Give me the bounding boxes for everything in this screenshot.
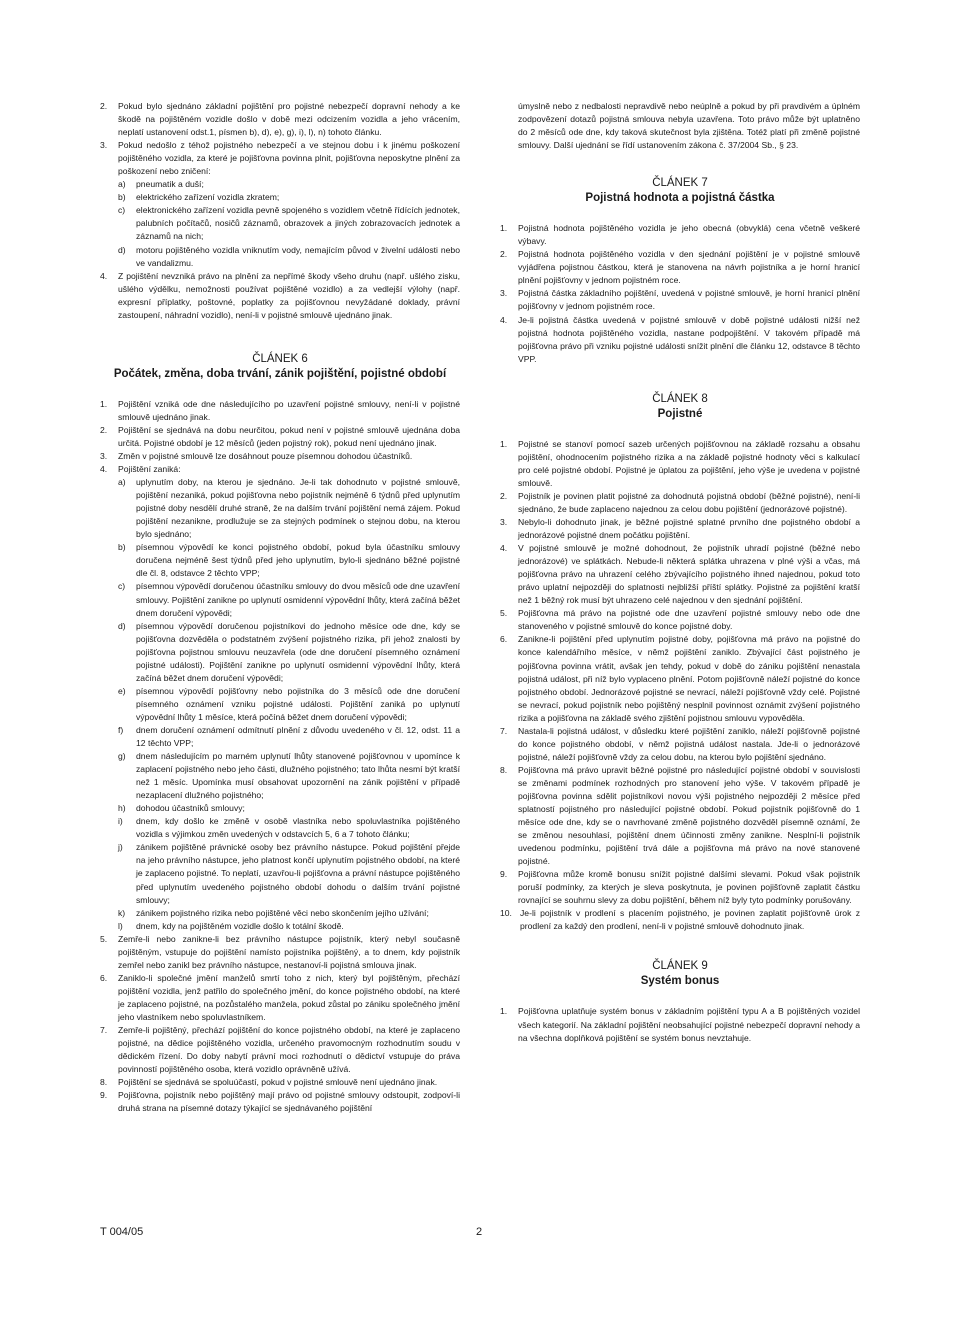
- clause-text: zánikem pojistného rizika nebo pojištěné věci nebo skončením jejího užívání;: [136, 907, 429, 918]
- clause-text: Nebylo-li dohodnuto jinak, je běžné pojistné splatné prvního dne pojistného období a jednorázové pojistné dnem počátku pojištění.: [518, 516, 860, 541]
- clause-number: 3.: [100, 140, 108, 151]
- numbered-clause: [100, 139, 460, 178]
- article6-continuation: úmyslně nebo z nedbalosti nepravdivě nebo neúplně a pokud by při pravdivém a úplném zodpovězení dotazů pojistná smlouva nebyla uzavřena. Toto právo může být uplatněno do 2 měsíců ode dne, kdy taková skutečnost byla zjištěna. Totéž platí při změně pojistné smlouvy. Další ujednání se řídí ustanovením zákona č. 37/2004 Sb., § 23.: [518, 101, 860, 151]
- clause-number: k): [118, 907, 126, 918]
- clause-text: elektronického zařízení vozidla pevně spojeného s vozidlem včetně řídících jednotek, palubních počítačů, nosičů záznamů, obrazovek a jiných zobrazovacích jednotek a záznamů na nich;: [136, 205, 460, 242]
- clause-text: Pokud bylo sjednáno základní pojištění pro pojistné nebezpečí dopravní nehody a ke škodě na pojištěném vozidle došlo v době mezi odcizením vozidla a jeho vrácením, neplatí ustanovení odst.1, písmen b), d), e), g), i), l), n) tohoto článku.: [118, 101, 460, 138]
- sub-clause: [100, 802, 460, 815]
- clause-text: Pojišťovna má právo na pojistné ode dne uzavření pojistné smlouvy nebo ode dne stanoveného v pojistné smlouvě do konce pojistné doby.: [518, 608, 860, 632]
- clause-text: pneumatik a duší;: [136, 179, 204, 190]
- sub-clause: [100, 541, 460, 580]
- clanek8-heading: [500, 392, 860, 422]
- numbered-clause: [500, 222, 860, 248]
- clause-text: Zemře-li nebo zanikne-li bez právního nástupce pojistník, který nebyl současně pojištěným, vstupuje do pojištění namísto pojistníka pojištěný, a to dnem, kdy pojistník zemřel nebo zanikl bez právního nástupce, nestanoví-li pojistná smlouva jinak.: [118, 933, 460, 970]
- numbered-clause: [100, 972, 460, 1024]
- clanek6-label: ČLÁNEK 6: [252, 352, 308, 365]
- clause-text: V pojistné smlouvě je možné dohodnout, že pojistník uhradí pojistné (běžné nebo jednorázové) ve splátkách. Nebude-li některá splátka uhrazena v plné výši a včas, má pojišťovna právo na uhrazení celého zbývajícího pojistného ihned najednou, pokud toto právo uplatní nejpozději do splatnosti nejbližší příští splátky. Pojistné za pojištění kratší než 1 běžný rok musí být uhrazeno celé najednou v den sjednání pojištění.: [518, 543, 860, 606]
- numbered-clause: [100, 100, 460, 139]
- clause-text: Je-li pojistník v prodlení s placením pojistného, je povinen zaplatit pojišťovně úrok z prodlení za každý den prodlení, není-li v pojistné smlouvě dohodnuto jinak.: [520, 908, 860, 932]
- numbered-clause: [500, 907, 860, 933]
- sub-clause: [100, 178, 460, 191]
- clause-number: g): [118, 751, 126, 762]
- sub-clause: [100, 191, 460, 204]
- clause-number: 1.: [500, 223, 508, 234]
- numbered-clause: [500, 490, 860, 516]
- clause-number: 2.: [100, 424, 108, 435]
- clanek7-title: Pojistná hodnota a pojistná částka: [585, 192, 775, 205]
- clause-number: 7.: [500, 725, 508, 736]
- numbered-clause: [500, 764, 860, 868]
- numbered-clause: [500, 542, 860, 607]
- sub-clause: [100, 724, 460, 750]
- clause-text: písemnou výpovědí ke konci pojistného období, pokud byla účastníku smlouvy doručena nejméně šest týdnů před jeho uplynutím, bylo-li sjednáno běžné pojistné dle čl. 8, odstavce 2 těchto VPP;: [136, 542, 460, 579]
- left-column: [100, 100, 460, 1115]
- clause-text: písemnou výpovědí doručenou pojistníkovi do jednoho měsíce ode dne, kdy se pojišťovna dozvěděla o podstatném zvýšení pojistného rizika, při jehož znalosti by pojišťovna pojistnou smlouvu neuzavřela (ode dne doručení písemného oznámení pojistné události). Pojištění zanikne po uplynutí osmidenní výpovědní lhůty, která začíná běžet dnem doručení výpovědi;: [136, 620, 460, 683]
- clause-text: písemnou výpovědí pojišťovny nebo pojistníka do 3 měsíců ode dne doručení písemného oznámení vzniku pojistné události. Pojištění zaniká po uplynutí výpovědní lhůty 1 měsíce, která počíná běžet dnem doručení výpovědi;: [136, 685, 460, 722]
- clause-number: 4.: [500, 314, 508, 325]
- clause-text: elektrického zařízení vozidla zkratem;: [136, 192, 280, 203]
- clause-number: 1.: [500, 1006, 508, 1017]
- clause-number: e): [118, 685, 126, 696]
- clanek7-label: ČLÁNEK 7: [652, 177, 708, 190]
- clause-number: 2.: [500, 249, 508, 260]
- numbered-clause: [100, 933, 460, 972]
- clause-number: c): [118, 205, 126, 216]
- clanek6-heading: [100, 352, 460, 382]
- clause-number: f): [118, 724, 124, 735]
- clause-text: Zanikne-li pojištění před uplynutím pojistné doby, pojišťovna má právo na pojistné do konce kalendářního měsíce, v němž pojištění zaniklo. Zbývající část pojistného je pojišťovna povinna vrátit, avšak jen tehdy, pokud v době do zániku pojištění nenastala pojistná událost, při níž bylo vyplaceno plnění. Potom pojišťovně náleží pojistné do konce pojistného období. Jednorázové pojistné se nevrací, náleží pojišťovně vždy celé. Pojistné se nevrací, pokud pojistník nebo pojištěný nesplnil povinnost oznámit zvýšení pojistného rizika a pojišťovna na základě svého zjištění pojistnou smlouvu vypověděla.: [518, 634, 860, 723]
- clause-text: dnem, kdy došlo ke změně v osobě vlastníka nebo spoluvlastníka pojištěného vozidla s výjimkou změn uvedených v odstavcích 5, 6 a 7 tohoto článku;: [136, 816, 460, 840]
- numbered-clause: [500, 633, 860, 724]
- clause-number: b): [118, 542, 126, 553]
- clause-number: j): [118, 842, 123, 853]
- page-number: 2: [476, 1226, 483, 1238]
- numbered-clause: [500, 287, 860, 313]
- clause-number: 4.: [100, 464, 108, 475]
- clause-number: a): [118, 477, 126, 488]
- numbered-clause: [500, 314, 860, 366]
- clause-number: 1.: [100, 398, 108, 409]
- sub-clause: [100, 204, 460, 243]
- clause-number: i): [118, 816, 123, 827]
- numbered-clause: [500, 1005, 860, 1044]
- sub-clause: [100, 685, 460, 724]
- clause-text: písemnou výpovědí doručenou účastníku smlouvy do dvou měsíců ode dne uzavření smlouvy. Pojištění zanikne po uplynutí osmidenní výpovědní lhůty, která začíná běžet dnem doručení výpovědi;: [136, 581, 460, 618]
- clause-text: Pojištění vzniká ode dne následujícího po uzavření pojistné smlouvy, není-li v pojistné smlouvě ujednáno jinak.: [118, 398, 460, 422]
- clause-text: Pokud nedošlo z téhož pojistného nebezpečí a ve stejnou dobu i k jinému poškození pojištěného vozidla, za které je pojišťovna povinna plnit, pojišťovna neposkytne plnění za poškození nebo zničení:: [118, 140, 460, 177]
- clause-text: Změn v pojistné smlouvě lze dosáhnout pouze písemnou dohodou účastníků.: [118, 450, 413, 461]
- numbered-clause: [500, 607, 860, 633]
- clause-number: 6.: [100, 972, 108, 983]
- clause-text: Pojistná hodnota pojištěného vozidla v den sjednání pojištění je v pojistné smlouvě vyjádřena pojistnou částkou, která je stanovena na návrh pojistníka a je horní hranicí plnění pojišťovny v jednom pojistném roce.: [518, 249, 860, 286]
- clanek9-title: Systém bonus: [640, 975, 720, 988]
- clause-number: 6.: [500, 634, 508, 645]
- clause-text: Pojištění se sjednává se spoluúčastí, pokud v pojistné smlouvě není ujednáno jinak.: [118, 1077, 438, 1088]
- clause-text: Je-li pojistná částka uvedená v pojistné smlouvě v době pojistné události nižší než pojistná hodnota pojištěného vozidla, nastane podpojištění. V takovém případě má pojišťovna právo při vzniku pojistné události snížit plnění dle článku 12, odstavce 8 těchto VPP.: [518, 314, 860, 364]
- clause-text: Pojištění zaniká:: [118, 464, 181, 475]
- sub-clause: [100, 244, 460, 270]
- numbered-clause: [100, 270, 460, 322]
- clause-text: dnem, kdy na pojištěném vozidle došlo k totální škodě.: [136, 920, 344, 931]
- clause-text: Pojistná hodnota pojištěného vozidla je jeho obecná (obvyklá) cena včetně veškeré výbavy.: [518, 223, 860, 247]
- clause-text: dnem následujícím po marném uplynutí lhůty stanovené pojišťovnou v upomínce k zaplacení pojistného nebo jeho části, dlužného pojistného; tato lhůta nesmí být kratší než 1 měsíc. Upomínka musí obsahovat upozornění na zánik pojištění v případě nezaplacení dlužného pojistného;: [136, 751, 460, 801]
- numbered-clause: [100, 398, 460, 424]
- clause-text: uplynutím doby, na kterou je sjednáno. Je-li tak dohodnuto v pojistné smlouvě, pojištění nezaniká, pokud pojišťovna nebo pojistník nejméně 6 týdnů před uplynutím pojistné doby nesdělí druhé straně, že na dalším trvání pojištění nemá zájem. Pokud pojištění nezanikne, prodlužuje se za stejných podmínek o stejnou dobu, na kterou bylo sjednáno;: [136, 477, 460, 540]
- clause-number: 7.: [100, 1025, 108, 1036]
- sub-clause: [100, 580, 460, 619]
- clause-text: Pojišťovna uplatňuje systém bonus v základním pojištění typu A a B pojištěných vozidel všech kategorií. Na základní pojištění neobsahující pojistné nebezpečí dopravní nehody a na všechna doplňková pojištění se systém bonus nevztahuje.: [518, 1006, 860, 1043]
- clause-number: a): [118, 179, 126, 190]
- clause-number: 8.: [500, 764, 508, 775]
- clause-number: 9.: [100, 1090, 108, 1101]
- numbered-clause: [100, 424, 460, 450]
- clause-text: zánikem pojištěné právnické osoby bez právního nástupce. Pokud pojištění přejde na jeho právního nástupce, jeho platnost končí uplynutím pojistného období, na které je zaplaceno pojistné. To neplatí, uzavřou-li pojišťovna a právní nástupce pojištěného před uplynutím uvedeného pojistného období dohodu o dalším trvání pojistné smlouvy;: [136, 842, 460, 905]
- numbered-clause: [500, 438, 860, 490]
- sub-clause: [100, 620, 460, 685]
- numbered-clause: [100, 463, 460, 476]
- clause-text: motoru pojištěného vozidla vniknutím vody, nemajícím původ v živelní události nebo ve vandalizmu.: [136, 244, 460, 268]
- clanek9-label: ČLÁNEK 9: [652, 960, 708, 973]
- clause-number: 4.: [500, 543, 508, 554]
- clause-text: Pojistné se stanoví pomocí sazeb určených pojišťovnou na základě rozsahu a obsahu pojištění, ohodnocením pojistného rizika a na základě pojistné hodnoty věci s kalkulací pro celé pojistné období. Pojistné je úplatou za pojištění, jeho výše je uvedena v pojistné smlouvě.: [518, 438, 860, 488]
- sub-clause: [100, 920, 460, 933]
- clause-text: Pojistník je povinen platit pojistné za dohodnutá pojistná období (běžné pojistné), není-li sjednáno, že bude zaplaceno najednou za celou dobu pojištění (jednorázové pojistné).: [518, 490, 860, 514]
- right-column: [500, 100, 860, 1045]
- numbered-clause: [500, 248, 860, 287]
- clause-text: Zaniklo-li společné jmění manželů smrtí toho z nich, který byl pojištěným, přechází pojištění vozidla, jenž patřilo do společného jmění, do konce pojistného období, na které je zaplaceno pojistné, na pozůstalého manžela, pokud zůstal po zániku společného jmění jeho vlastníkem nebo spoluvlastníkem.: [118, 972, 460, 1022]
- clause-text: Pojišťovna má právo upravit běžné pojistné pro následující pojistné období v souvislosti se změnami podmínek rozhodných pro stanovení jeho výše. V takovém případě je pojišťovna povinna sdělit pojistníkovi novou výši pojistného nejpozději 2 měsíce před splatností pojistného pro následující pojistné období. Pokud pojistník pojišťovně do 1 měsíce ode dne, kdy se o navrhované změně pojistného dozvěděl písemně oznámí, že se změnou nesouhlasí, pojištění dnem účinnosti změny zanikne. Nesplní-li pojistník uvedenou podmínku, pojištění trvá dále a pojišťovna má právo na nové stanovené pojistné.: [518, 764, 860, 867]
- clause-number: 5.: [500, 608, 508, 619]
- numbered-clause: [100, 1024, 460, 1076]
- clanek8-title: Pojistné: [657, 407, 703, 420]
- clause-number: 3.: [100, 450, 108, 461]
- sub-clause: [100, 476, 460, 541]
- numbered-clause: [500, 516, 860, 542]
- clause-text: Pojištění se sjednává na dobu neurčitou, pokud není v pojistné smlouvě ujednána doba určitá. Pojistné období je 12 měsíců (jeden pojistný rok), pokud není ujednáno jinak.: [118, 424, 460, 448]
- clause-text: Pojišťovna, pojistník nebo pojištěný mají právo od pojistné smlouvy odstoupit, zodpoví-li druhá strana na písemné dotazy týkající se sjednávaného pojištění: [118, 1090, 460, 1114]
- clause-number: l): [118, 920, 123, 931]
- clause-text: dohodou účastníků smlouvy;: [136, 803, 245, 814]
- clause-number: 2.: [500, 490, 508, 501]
- numbered-clause: [500, 725, 860, 764]
- clause-number: 10.: [500, 908, 512, 919]
- clause-text: Nastala-li pojistná událost, v důsledku které pojištění zaniklo, náleží pojišťovně pojistné do konce pojistného období, v němž pojistná událost nastala. Jde-li o jednorázové pojistné, náleží pojišťovně vždy za celou dobu, na kterou bylo pojištění sjednáno.: [518, 725, 860, 762]
- clause-number: 9.: [500, 869, 508, 880]
- sub-clause: [100, 907, 460, 920]
- sub-clause: [100, 815, 460, 841]
- sub-clause: [100, 750, 460, 802]
- clanek7-heading: [500, 176, 860, 206]
- clanek9-heading: [500, 959, 860, 989]
- numbered-clause: [100, 1076, 460, 1089]
- sub-clause: [100, 841, 460, 906]
- numbered-clause: [100, 450, 460, 463]
- clause-number: 3.: [500, 288, 508, 299]
- clause-number: 4.: [100, 270, 108, 281]
- clanek8-label: ČLÁNEK 8: [652, 392, 708, 405]
- clause-text: Zemře-li pojištěný, přechází pojištění do konce pojistného období, na které je zaplaceno pojistné, na dědice pojištěného vozidla, určeného pravomocným rozhodnutím soudu v dědickém řízení. Do doby nabytí právní moci rozhodnutí o dědictví vstupuje do práva povinností pojištěného osoba, která vozidlo oprávněně užívá.: [118, 1025, 460, 1075]
- clause-number: 8.: [100, 1077, 108, 1088]
- clause-text: Pojišťovna může kromě bonusu snížit pojistné dalšími slevami. Pokud však pojistník poruší podmínky, za kterých je sleva poskytnuta, je povinen pojišťovně zaplatit částku rovnající se souhrnu slevy za dobu pojištění, během níž byly tyto podmínky porušovány.: [518, 869, 860, 906]
- clause-number: d): [118, 620, 126, 631]
- clause-number: 5.: [100, 933, 108, 944]
- clause-number: d): [118, 244, 126, 255]
- document-code: T 004/05: [100, 1226, 144, 1238]
- clause-number: 2.: [100, 101, 108, 111]
- numbered-clause: [100, 1089, 460, 1115]
- numbered-clause: [500, 868, 860, 907]
- clause-text: Pojistná částka základního pojištění, uvedená v pojistné smlouvě, je horní hranicí plnění pojišťovny v jednom pojistném roce.: [518, 288, 860, 312]
- clause-number: h): [118, 803, 126, 814]
- clause-number: c): [118, 581, 126, 592]
- clause-number: 3.: [500, 516, 508, 527]
- clause-text: Z pojištění nevzniká právo na plnění za nepřímé škody všeho druhu (např. ušlého zisku, ušlého výdělku, nemožnosti používat pojištěné vozidlo) a za vedlejší výlohy (např. expresní příplatky, poštovné, poplatky za pojišťovnou nevyžádané doklady, právní zastoupení, náhradní vozidlo), není-li v pojistné smlouvě ujednáno jinak.: [118, 270, 460, 320]
- clause-number: b): [118, 192, 126, 203]
- clause-text: dnem doručení oznámení odmítnutí plnění z důvodu uvedeného v čl. 12, odst. 11 a 12 těchto VPP;: [136, 724, 460, 749]
- clause-number: 1.: [500, 438, 508, 449]
- clanek6-title: Počátek, změna, doba trvání, zánik pojištění, pojistné období: [113, 367, 447, 380]
